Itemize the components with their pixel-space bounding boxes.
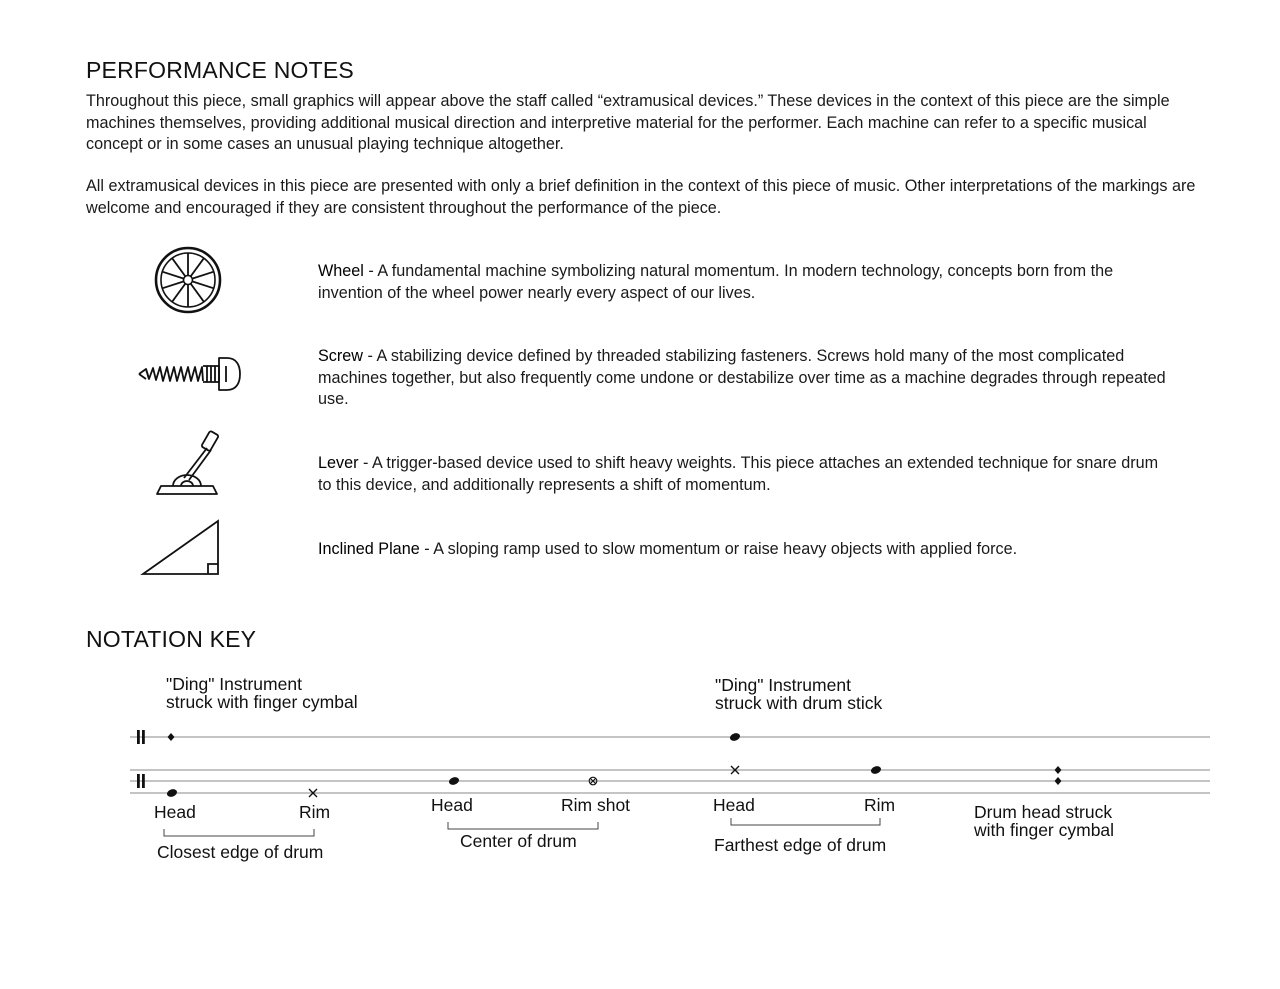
device-definition: A fundamental machine symbolizing natural momentum. In modern technology, concepts born from the invention of the wheel power nearly every aspect of our lives.	[318, 262, 1114, 302]
caption-line: "Ding" Instrument	[166, 674, 302, 694]
label-head-center: Head	[431, 795, 473, 815]
ding-drum-stick-note	[729, 732, 741, 742]
caption-line: struck with finger cymbal	[166, 692, 358, 712]
caption-line: with finger cymbal	[974, 820, 1115, 840]
caption-line: "Ding" Instrument	[715, 675, 851, 695]
device-definition: A stabilizing device defined by threaded stabilizing fasteners. Screws hold many of the most complicated machines together, but also frequently come undone or destabilize over time as a machine degrades through repeated use.	[318, 347, 1166, 408]
staff-lines	[130, 737, 1210, 793]
label-rimshot: Rim shot	[561, 795, 631, 815]
farthest-edge-rim-note	[870, 765, 882, 775]
device-term: Lever	[318, 454, 359, 472]
device-term: Screw	[318, 347, 363, 365]
label-closest-edge: Closest edge of drum	[157, 842, 324, 862]
performance-notes-paragraph-2: All extramusical devices in this piece are presented with only a brief definition in the context of this piece of music. Other interpretations of the markings are welcome and encouraged if they are consistent throughout the performance of the piece.	[86, 177, 1196, 217]
caption-line: struck with drum stick	[715, 693, 883, 713]
ding-stick-caption	[715, 676, 882, 712]
center-head-note	[448, 776, 460, 786]
label-rim-closest: Rim	[299, 802, 331, 822]
label-center-of-drum: Center of drum	[460, 831, 577, 851]
closest-edge-head-note	[166, 788, 178, 798]
label-rim-farthest: Rim	[864, 795, 896, 815]
device-separator: -	[419, 540, 434, 558]
ding-finger-cymbal-note	[168, 733, 175, 741]
label-farthest-edge: Farthest edge of drum	[714, 835, 887, 855]
device-separator: -	[362, 347, 377, 365]
label-head-farthest: Head	[713, 795, 755, 815]
device-term: Inclined Plane	[318, 540, 420, 558]
ding-finger-caption	[166, 675, 358, 711]
label-head-closest: Head	[154, 802, 196, 822]
performance-notes-heading: PERFORMANCE NOTES	[86, 57, 354, 83]
device-separator: -	[358, 454, 372, 472]
notation-key-heading: NOTATION KEY	[86, 626, 257, 652]
device-term: Wheel	[318, 262, 364, 280]
device-separator: -	[363, 262, 378, 280]
caption-line: Drum head struck	[974, 802, 1113, 822]
device-definition: A trigger-based device used to shift heavy weights. This piece attaches an extended technique for snare drum to this device, and additionally represents a shift of momentum.	[318, 454, 1159, 494]
performance-notes-paragraph-1: Throughout this piece, small graphics will appear above the staff called “extramusical devices.” These devices in the context of this piece are the simple machines themselves, providing additional musical direction and interpretive material for the performer. Each machine can refer to a specific musical concept or in some cases an unusual playing technique altogether.	[86, 92, 1170, 153]
device-definition: A sloping ramp used to slow momentum or raise heavy objects with applied force.	[433, 540, 1018, 558]
label-drumhead-finger-cymbal	[974, 803, 1114, 839]
drumhead-finger-cymbal-note	[1055, 766, 1062, 785]
